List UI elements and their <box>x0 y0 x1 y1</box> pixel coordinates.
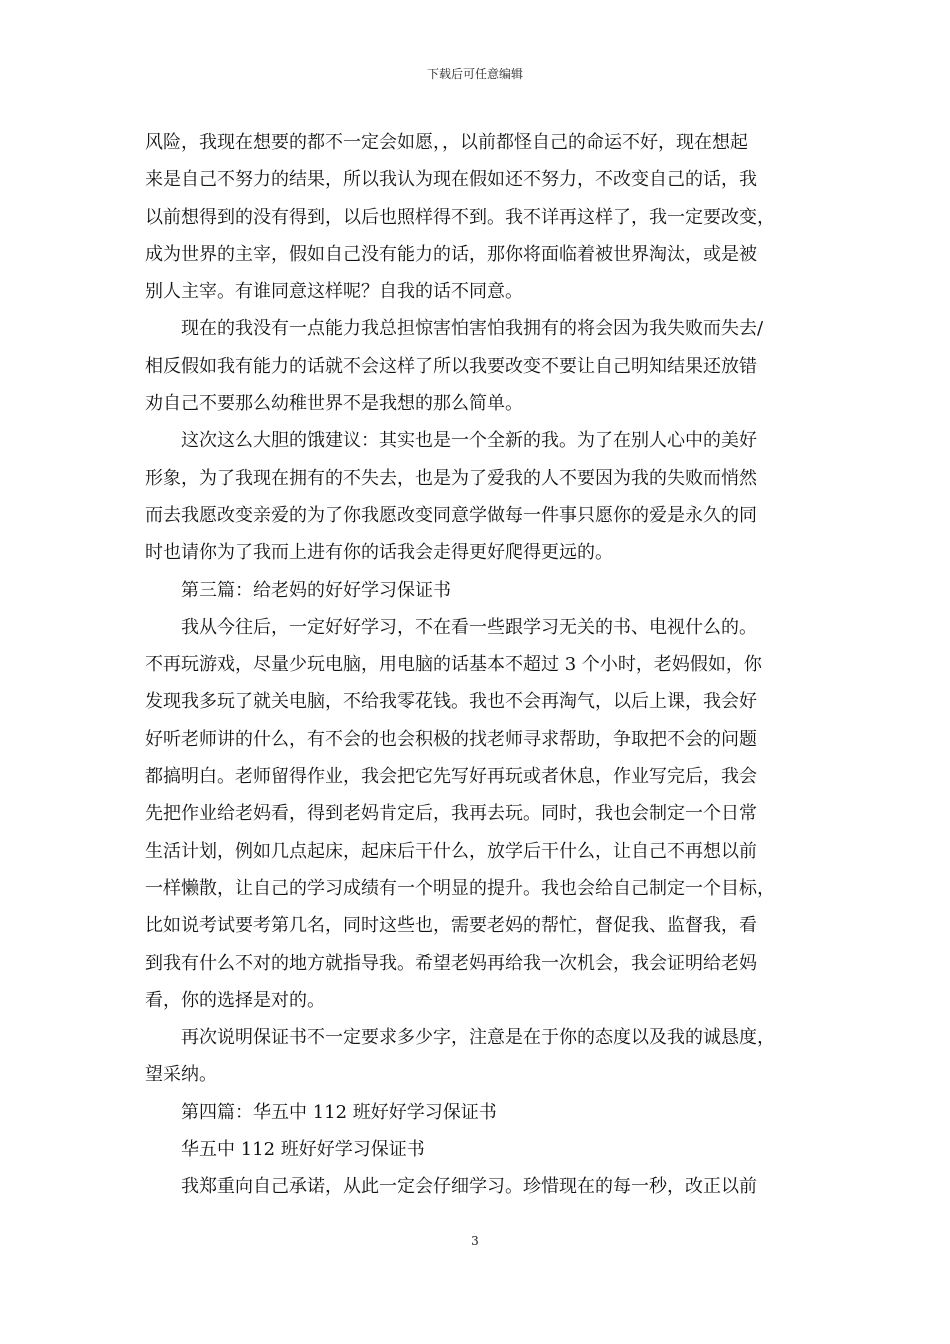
document-body <box>145 124 807 1206</box>
text-line: 到我有什么不对的地方就指导我。希望老妈再给我一次机会，我会证明给老妈 <box>145 952 757 974</box>
text-line: 一样懒散，让自己的学习成绩有一个明显的提升。我也会给自己制定一个目标， <box>145 877 775 899</box>
text-line: 发现我多玩了就关电脑，不给我零花钱。我也不会再淘气，以后上课，我会好 <box>145 691 757 713</box>
text-line: 现在的我没有一点能力我总担惊害怕害怕我拥有的将会因为我失败而失去/ <box>181 318 764 340</box>
text-line: 以前想得到的没有得到，以后也照样得不到。我不详再这样了，我一定要改变， <box>145 206 775 228</box>
section-heading: 第三篇：给老妈的好好学习保证书 <box>181 579 451 601</box>
text-line: 劝自己不要那么幼稚世界不是我想的那么简单。 <box>145 393 523 415</box>
text-line: 都搞明白。老师留得作业，我会把它先写好再玩或者休息，作业写完后，我会 <box>145 766 757 788</box>
page-number: 3 <box>471 1234 479 1248</box>
text-line: 好听老师讲的什么，有不会的也会积极的找老师寻求帮助，争取把不会的问题 <box>145 728 757 750</box>
text-line: 生活计划，例如几点起床，起床后干什么，放学后干什么，让自己不再想以前 <box>145 840 757 862</box>
text-line: 风险，我现在想要的都不一定会如愿，，以前都怪自己的命运不好，现在想起 <box>145 132 748 153</box>
text-line: 成为世界的主宰，假如自己没有能力的话，那你将面临着被世界淘汰，或是被 <box>145 243 757 265</box>
section-heading: 第四篇：华五中 112 班好好学习保证书 <box>181 1101 497 1123</box>
text-line: 而去我愿改变亲爱的为了你我愿改变同意学做每一件事只愿你的爱是永久的同 <box>145 504 757 526</box>
text-line: 望采纳。 <box>145 1064 217 1086</box>
text-line: 看，你的选择是对的。 <box>145 989 325 1011</box>
text-line: 形象，为了我现在拥有的不失去，也是为了爱我的人不要因为我的失败而悄然 <box>145 467 757 489</box>
text-line: 别人主宰。有谁同意这样呢？自我的话不同意。 <box>145 281 523 303</box>
text-line: 我郑重向自己承诺，从此一定会仔细学习。珍惜现在的每一秒，改正以前 <box>181 1176 757 1198</box>
text-line: 时也请你为了我而上进有你的话我会走得更好爬得更远的。 <box>145 542 613 564</box>
text-line: 先把作业给老妈看，得到老妈肯定后，我再去玩。同时，我也会制定一个日常 <box>145 803 757 825</box>
text-line: 相反假如我有能力的话就不会这样了所以我要改变不要让自己明知结果还放错 <box>145 355 757 377</box>
text-line: 我从今往后，一定好好学习，不在看一些跟学习无关的书、电视什么的。 <box>181 616 757 638</box>
page-header: 下载后可任意编辑 <box>426 67 523 81</box>
text-line: 再次说明保证书不一定要求多少字，注意是在于你的态度以及我的诚恳度， <box>181 1027 775 1049</box>
text-line: 比如说考试要考第几名，同时这些也，需要老妈的帮忙，督促我、监督我，看 <box>145 915 757 937</box>
text-line: 这次这么大胆的饿建议：其实也是一个全新的我。为了在别人心中的美好 <box>181 430 757 452</box>
text-line: 不再玩游戏，尽量少玩电脑，用电脑的话基本不超过 3 个小时，老妈假如，你 <box>145 654 762 676</box>
text-line: 来是自己不努力的结果，所以我认为现在假如还不努力，不改变自己的话，我 <box>145 169 757 191</box>
subsection-title: 华五中 112 班好好学习保证书 <box>181 1139 425 1161</box>
